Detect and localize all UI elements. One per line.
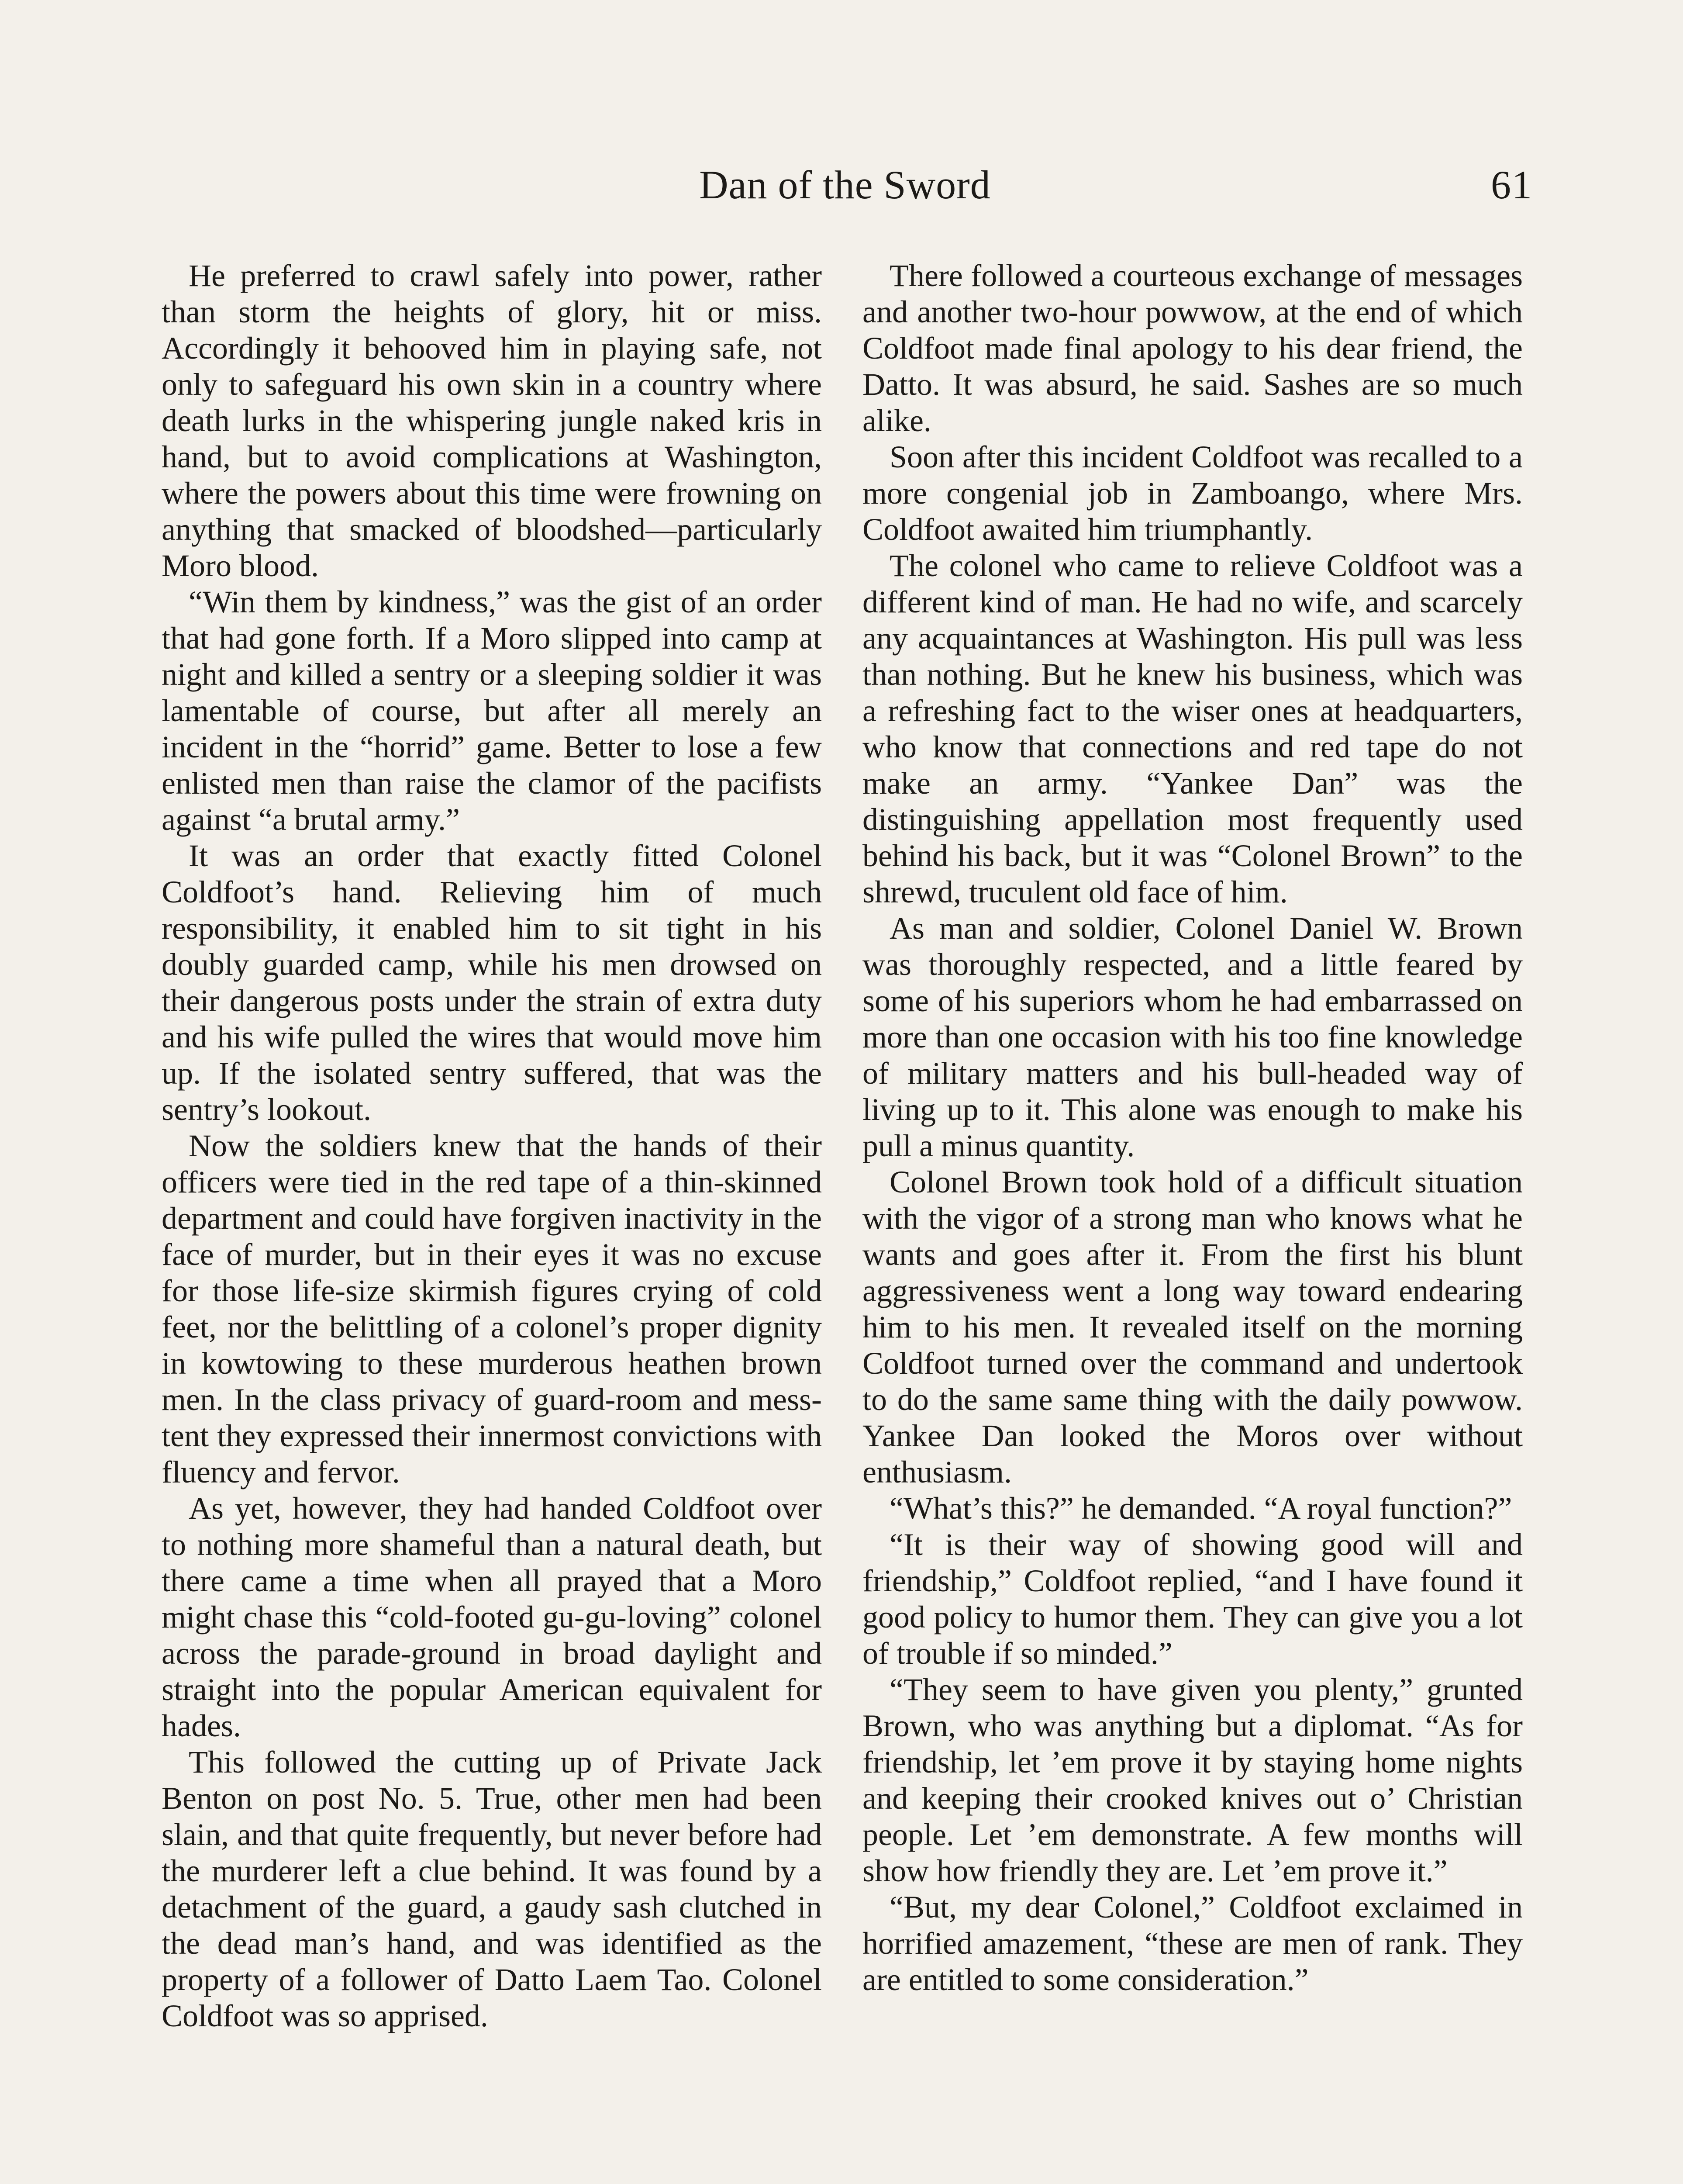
paragraph: The colonel who came to relieve Coldfoot was a different kind of man. He had no wife, and scarcely any acquaintances at Washington. His pull was less than nothing. But he knew his business, which was a refreshing fact to the wiser ones at headquarters, who know that connections and red tape do not make an army. “Yankee Dan” was the distinguishing appellation most frequently used behind his back, but it was “Colonel Brown” to the shrewd, truculent old face of him.: [862, 548, 1523, 909]
paragraph: “What’s this?” he demanded. “A royal function?”: [890, 1491, 1512, 1526]
paragraph: It was an order that exactly fitted Colonel Coldfoot’s hand. Relieving him of much responsibility, it enabled him to sit tight in his doubly guarded camp, while his men drowsed on their dangerous posts under the strain of extra duty and his wife pulled the wires that would move him up. If the isolated sentry suffered, that was the sentry’s lookout.: [162, 838, 822, 1127]
paragraph: There followed a courteous exchange of messages and another two-hour powwow, at the end of which Coldfoot made final apology to his dear friend, the Datto. It was absurd, he said. Sashes are so much alike.: [862, 258, 1523, 438]
paragraph: “It is their way of showing good will and friendship,” Coldfoot replied, “and I have found it good policy to humor them. They can give you a lot of trouble if so minded.”: [862, 1527, 1523, 1671]
left-column: [162, 258, 822, 2034]
paragraph: Colonel Brown took hold of a difficult situation with the vigor of a strong man who knows what he wants and goes after it. From the first his blunt aggressiveness went a long way toward endearing him to his men. It revealed itself on the morning Coldfoot turned over the command and undertook to do the same same thing with the daily powwow. Yankee Dan looked the Moros over without enthusiasm.: [862, 1165, 1523, 1489]
paragraph: This followed the cutting up of Private Jack Benton on post No. 5. True, other men had been slain, and that quite frequently, but never before had the murderer left a clue behind. It was found by a detachment of the guard, a gaudy sash clutched in the dead man’s hand, and was identified as the property of a follower of Datto Laem Tao. Colonel Coldfoot was so apprised.: [162, 1745, 822, 2033]
paragraph: As yet, however, they had handed Coldfoot over to nothing more shameful than a natural death, but there came a time when all prayed that a Moro might chase this “cold-footed gu-gu-loving” colonel across the parade-ground in broad daylight and straight into the popular American equivalent for hades.: [162, 1491, 822, 1743]
paragraph: As man and soldier, Colonel Daniel W. Brown was thoroughly respected, and a little feared by some of his superiors whom he had embarrassed on more than one occasion with his too fine knowledge of military matters and his bull-headed way of living up to it. This alone was enough to make his pull a minus quantity.: [862, 911, 1523, 1163]
right-column: [862, 258, 1523, 1998]
paragraph: “Win them by kindness,” was the gist of an order that had gone forth. If a Moro slipped into camp at night and killed a sentry or a sleeping soldier it was lamentable of course, but after all merely an incident in the “horrid” game. Better to lose a few enlisted men than raise the clamor of the pacifists against “a brutal army.”: [162, 584, 822, 837]
running-head: [157, 162, 1533, 218]
paragraph: Soon after this incident Coldfoot was recalled to a more congenial job in Zamboango, where Mrs. Coldfoot awaited him triumphantly.: [862, 439, 1523, 547]
page-number: 61: [1491, 162, 1533, 207]
running-title: Dan of the Sword: [699, 162, 991, 207]
paragraph: He preferred to crawl safely into power, rather than storm the heights of glory, hit or miss. Accordingly it behooved him in playing safe, not only to safeguard his own skin in a country where death lurks in the whispering jungle naked kris in hand, but to avoid complications at Washington, where the powers about this time were frowning on anything that smacked of bloodshed—particularly Moro blood.: [162, 258, 822, 583]
paragraph: Now the soldiers knew that the hands of their officers were tied in the red tape of a thin-skinned department and could have forgiven inactivity in the face of murder, but in their eyes it was no excuse for those life-size skirmish figures crying of cold feet, nor the belittling of a colonel’s proper dignity in kowtowing to these murderous heathen brown men. In the class privacy of guard-room and mess-tent they expressed their innermost convictions with fluency and fervor.: [162, 1128, 822, 1489]
paragraph: “They seem to have given you plenty,” grunted Brown, who was anything but a diplomat. “As for friendship, let ’em prove it by staying home nights and keeping their crooked knives out o’ Christian people. Let ’em demonstrate. A few months will show how friendly they are. Let ’em prove it.”: [862, 1672, 1523, 1888]
paragraph: “But, my dear Colonel,” Coldfoot exclaimed in horrified amazement, “these are men of rank. They are entitled to some consideration.”: [862, 1890, 1523, 1997]
